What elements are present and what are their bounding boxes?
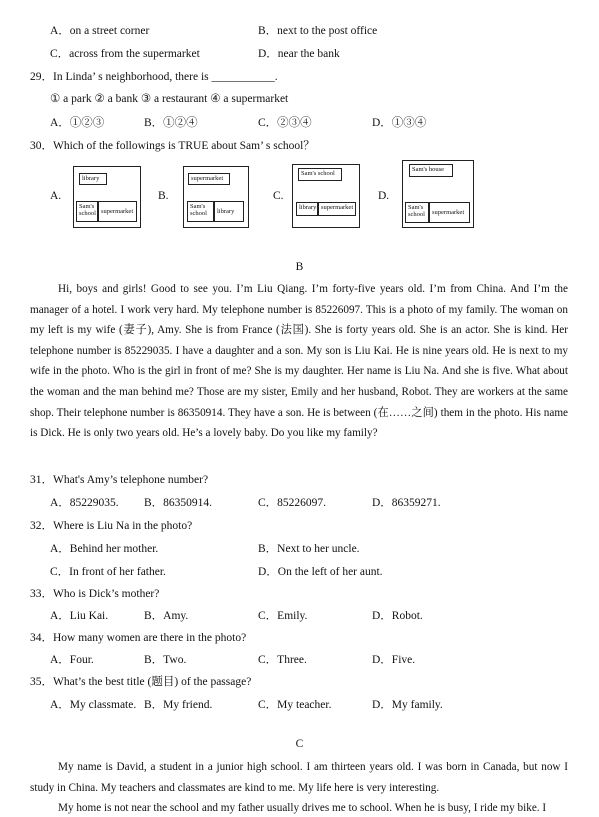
q32-option-a: A．Behind her mother. <box>50 543 159 555</box>
section-c-heading: C <box>295 738 304 750</box>
map-b-left: Sam's school <box>187 201 214 222</box>
q34-option-b: B．Two. <box>144 654 187 666</box>
q35-option-a: A．My classmate. <box>50 699 137 711</box>
q34-option-c: C．Three. <box>258 654 307 666</box>
section-c-para-2: My home is not near the school and my father usually drives me to school. When he is busy, I ride my bike. I <box>58 802 547 814</box>
q33-option-b: B．Amy. <box>144 610 189 622</box>
q30-stem: 30．Which of the followings is TRUE about Sam’ s school？ <box>30 140 315 152</box>
q33-option-d: D．Robot. <box>372 610 423 622</box>
q35-option-d: D．My family. <box>372 699 443 711</box>
section-b-heading: B <box>295 261 304 273</box>
q28-option-b: B．next to the post office <box>258 25 378 37</box>
q30-label-c: C. <box>273 190 284 202</box>
map-d-left: Sam's school <box>405 202 429 223</box>
q34-option-a: A．Four. <box>50 654 94 666</box>
map-c-top: Sam's school <box>298 168 342 181</box>
q33-stem: 33．Who is Dick’s mother? <box>30 588 160 600</box>
map-b <box>183 166 249 228</box>
q33-option-a: A．Liu Kai. <box>50 610 109 622</box>
map-c-left: library <box>296 202 318 216</box>
q31-option-d: D．86359271. <box>372 497 441 509</box>
map-d <box>402 160 474 228</box>
q28-option-a: A．on a street corner <box>50 25 150 37</box>
q30-label-d: D. <box>378 190 390 202</box>
q31-option-c: C．85226097. <box>258 497 327 509</box>
q29-items: ① a park ② a bank ③ a restaurant ④ a supermarket <box>50 93 289 105</box>
q32-stem: 32．Where is Liu Na in the photo? <box>30 520 193 532</box>
map-d-right: supermarket <box>429 202 470 223</box>
section-c-para-1: My name is David, a student in a junior high school. I am thirteen years old. I was born in Canada, but now I study in China. My teachers and classmates are kind to me. My life here is very interesting. <box>30 761 568 794</box>
map-b-right: library <box>214 201 244 222</box>
q29-option-a: A．①②③ <box>50 117 105 129</box>
map-d-top: Sam's house <box>409 164 453 177</box>
q34-option-d: D．Five. <box>372 654 416 666</box>
q32-option-b: B．Next to her uncle. <box>258 543 360 555</box>
q35-option-c: C．My teacher. <box>258 699 332 711</box>
map-a-top: library <box>79 173 107 185</box>
map-c-right: supermarket <box>318 202 356 216</box>
q34-stem: 34．How many women are there in the photo? <box>30 632 247 644</box>
q31-option-a: A．85229035. <box>50 497 119 509</box>
q29-stem: 29．In Linda’ s neighborhood, there is ___________. <box>30 71 278 83</box>
q28-option-d: D．near the bank <box>258 48 340 60</box>
map-a-right: supermarket <box>98 201 137 222</box>
q35-stem: 35．What’s the best title (题目) of the passage? <box>30 676 252 688</box>
map-a <box>73 166 141 228</box>
q29-option-b: B．①②④ <box>144 117 198 129</box>
q31-stem: 31．What's Amy’s telephone number? <box>30 474 209 486</box>
section-b-passage: Hi, boys and girls! Good to see you. I’m Liu Qiang. I’m forty-five years old. I’m from China. And I’m the manager of a hotel. I work very hard. My telephone number is 85226097. This is a photo of my family. The woman on my left is my wife (妻子), Amy. She is from France (法国). She is forty years old. She is an actor. She is kind. Her telephone number is 85229035. I have a daughter and a son. My son is Liu Kai. He is nine years old. He is next to my wife in the photo. Who is the girl in front of me? She is my daughter. Her name is Liu Na. And she is five. What about the woman and the man behind me? Those are my sister, Emily and her husband, Robot. They are workers at the same shop. Their telephone number is 86350914. They have a son. He is between (在……之间) them in the photo. His name is Dick. He is only two years old. He’s a lovely baby. Do you like my family? <box>30 283 568 440</box>
q30-label-b: B. <box>158 190 169 202</box>
map-b-top: supermarket <box>188 173 230 185</box>
q30-label-a: A. <box>50 190 62 202</box>
q35-option-b: B．My friend. <box>144 699 213 711</box>
map-c <box>292 164 360 228</box>
q32-option-d: D．On the left of her aunt. <box>258 566 383 578</box>
q28-option-c: C．across from the supermarket <box>50 48 200 60</box>
q29-option-c: C．②③④ <box>258 117 312 129</box>
q31-option-b: B．86350914. <box>144 497 213 509</box>
q32-option-c: C．In front of her father. <box>50 566 166 578</box>
q29-option-d: D．①③④ <box>372 117 427 129</box>
q33-option-c: C．Emily. <box>258 610 308 622</box>
map-a-left: Sam's school <box>76 201 98 222</box>
